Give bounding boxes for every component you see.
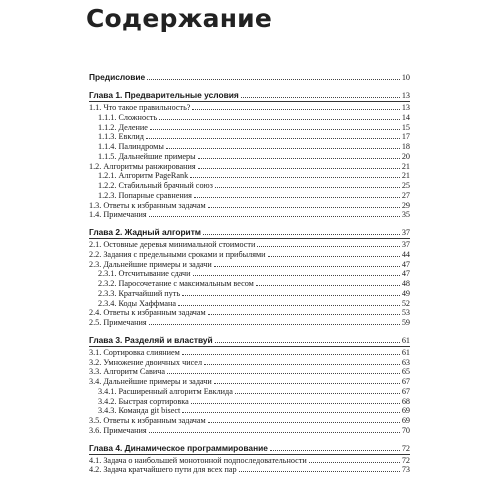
toc-entry-page-number: 15 <box>401 122 410 132</box>
dot-leader <box>167 373 400 374</box>
dot-leader <box>150 129 400 130</box>
chapter-spacer <box>89 220 410 227</box>
toc-entry <box>89 387 410 397</box>
toc-entry-page-number: 59 <box>401 318 410 327</box>
toc-entry-page-number: 63 <box>401 357 410 367</box>
dot-leader <box>194 197 400 198</box>
dot-leader <box>256 285 400 286</box>
dot-leader <box>214 266 400 267</box>
toc-entry-title: 2.2. Задания с предельными сроками и прибылями <box>89 249 266 259</box>
toc-entry-page-number: 37 <box>401 228 410 237</box>
dot-leader <box>147 79 400 80</box>
toc-entry-page-number: 17 <box>401 132 410 142</box>
toc-entry-page-number: 72 <box>401 455 410 465</box>
toc-entry <box>89 367 410 377</box>
toc-entry-page-number: 37 <box>401 240 410 249</box>
dot-leader <box>204 364 400 365</box>
toc-entry <box>89 456 410 466</box>
toc-entry-title: 3.3. Алгоритм Савича <box>89 367 165 377</box>
toc-entry-title: 3.4.1. Расширенный алгоритм Евклида <box>98 386 233 396</box>
dot-leader <box>166 148 400 149</box>
toc-entry <box>89 210 410 220</box>
dot-leader <box>268 256 400 257</box>
chapter-spacer <box>89 83 410 90</box>
toc-entry <box>89 299 410 309</box>
toc-entry-page-number: 65 <box>401 367 410 377</box>
toc-entry-page-number: 14 <box>401 112 410 122</box>
toc-entry-page-number: 21 <box>401 161 410 171</box>
chapter-spacer <box>89 328 410 335</box>
toc-entry-page-number: 13 <box>401 91 410 100</box>
toc-entry-page-number: 70 <box>401 425 410 435</box>
toc-chapter-entry <box>89 227 410 239</box>
toc-entry-title: Глава 2. Жадный алгоритм <box>89 227 202 237</box>
toc-entry <box>89 377 410 387</box>
toc-entry-page-number: 73 <box>401 465 410 475</box>
toc-chapter-entry <box>89 443 410 455</box>
dot-leader <box>182 412 400 413</box>
toc-entry-page-number: 18 <box>401 142 410 151</box>
toc-entry-title: 1.1.2. Деление <box>98 122 148 132</box>
toc-entry-page-number: 69 <box>401 406 410 416</box>
toc-entry-page-number: 47 <box>401 269 410 279</box>
toc-chapter-entry <box>89 72 410 83</box>
toc-entry <box>89 269 410 279</box>
toc-entry <box>89 162 410 172</box>
toc-entry-page-number: 10 <box>401 73 410 82</box>
toc-entry-title: 3.1. Сортировка слиянием <box>89 347 180 357</box>
toc-entry-page-number: 25 <box>401 181 410 190</box>
toc-entry-title: 3.6. Примечания <box>89 425 147 435</box>
toc-entry-page-number: 52 <box>401 298 410 308</box>
toc-entry-title: 2.1. Остовные деревья минимальной стоимости <box>89 240 256 249</box>
dot-leader <box>178 305 400 306</box>
toc-entry-title: 4.2. Задача кратчайшего пути для всех пар <box>89 465 237 475</box>
toc-entry-page-number: 20 <box>401 151 410 161</box>
toc-entry-title: 3.4. Дальнейшие примеры и задачи <box>89 377 212 386</box>
toc-entry <box>89 152 410 162</box>
toc-entry <box>89 406 410 416</box>
dot-leader <box>208 314 400 315</box>
toc-entry <box>89 279 410 289</box>
dot-leader <box>193 275 400 276</box>
toc-entry-page-number: 67 <box>401 377 410 386</box>
toc-entry <box>89 318 410 328</box>
toc-entry <box>89 397 410 407</box>
toc-entry <box>89 465 410 475</box>
dot-leader <box>215 342 400 343</box>
toc-entry-page-number: 68 <box>401 396 410 406</box>
toc-entry-title: 1.3. Ответы к избранным задачам <box>89 200 206 210</box>
toc-entry-title: 1.2.2. Стабильный брачный союз <box>98 181 213 190</box>
toc-chapter-entry <box>89 335 410 347</box>
dot-leader <box>208 207 400 208</box>
toc-entry-page-number: 61 <box>401 347 410 357</box>
toc-entry-title: 2.5. Примечания <box>89 318 147 327</box>
dot-leader <box>149 324 400 325</box>
toc-entry <box>89 426 410 436</box>
page-title: Содержание <box>86 4 273 33</box>
dot-leader <box>309 462 400 463</box>
toc-entry-page-number: 27 <box>401 190 410 200</box>
toc-entry <box>89 142 410 152</box>
dot-leader <box>190 177 400 178</box>
toc-entry <box>89 113 410 123</box>
dot-leader <box>149 432 400 433</box>
toc-entry-title: 3.2. Умножение двоичных чисел <box>89 357 203 367</box>
toc-entry-title: 1.4. Примечания <box>89 210 147 220</box>
toc-entry-title: 2.4. Ответы к избранным задачам <box>89 308 206 318</box>
dot-leader <box>149 216 400 217</box>
toc-chapter-entry <box>89 90 410 102</box>
toc-entry <box>89 123 410 133</box>
toc-entry <box>89 348 410 358</box>
toc-entry-title: 1.1. Что такое правильность? <box>89 103 191 112</box>
toc-entry-title: 2.3.4. Коды Хаффмана <box>98 298 176 308</box>
toc-entry <box>89 201 410 211</box>
chapter-spacer <box>89 436 410 443</box>
toc-entry-page-number: 72 <box>401 443 410 453</box>
dot-leader <box>198 158 400 159</box>
toc-entry <box>89 416 410 426</box>
dot-leader <box>159 119 400 120</box>
dot-leader <box>241 97 400 98</box>
toc-entry-title: 1.1.3. Евклид <box>98 132 144 142</box>
toc-entry-title: Предисловие <box>89 72 146 82</box>
toc-entry-page-number: 53 <box>401 308 410 318</box>
toc-entry-title: 2.3.1. Отсчитывание сдачи <box>98 269 191 279</box>
toc-entry-title: 2.3. Дальнейшие примеры и задачи <box>89 259 212 269</box>
toc-entry-page-number: 49 <box>401 288 410 298</box>
table-of-contents <box>89 72 410 475</box>
toc-entry-page-number: 29 <box>401 200 410 210</box>
dot-leader <box>182 354 400 355</box>
toc-entry-title: 3.4.3. Команда git bisect <box>98 406 181 416</box>
toc-entry <box>89 171 410 181</box>
toc-entry <box>89 103 410 113</box>
toc-entry-page-number: 21 <box>401 171 410 181</box>
toc-entry-page-number: 48 <box>401 279 410 288</box>
toc-entry-page-number: 35 <box>401 210 410 220</box>
toc-entry-title: 1.2.1. Алгоритм PageRank <box>98 171 189 181</box>
toc-entry <box>89 240 410 250</box>
toc-entry <box>89 181 410 191</box>
toc-entry <box>89 132 410 142</box>
dot-leader <box>208 422 400 423</box>
dot-leader <box>215 187 400 188</box>
dot-leader <box>203 234 400 235</box>
dot-leader <box>235 393 400 394</box>
toc-entry-title: 1.1.4. Палиндромы <box>98 142 164 151</box>
dot-leader <box>191 403 400 404</box>
toc-entry <box>89 358 410 368</box>
toc-entry-title: 2.3.3. Кратчайший путь <box>98 288 181 298</box>
toc-entry-page-number: 44 <box>401 249 410 259</box>
toc-entry <box>89 308 410 318</box>
dot-leader <box>192 109 399 110</box>
toc-entry-title: 4.1. Задача о наибольшей монотонной подпоследовательности <box>89 455 307 465</box>
dot-leader <box>146 138 400 139</box>
dot-leader <box>257 246 399 247</box>
toc-entry-title: 1.1.1. Сложность <box>98 112 158 122</box>
toc-entry-page-number: 13 <box>401 103 410 112</box>
toc-entry <box>89 191 410 201</box>
toc-entry-page-number: 47 <box>401 259 410 269</box>
toc-entry <box>89 289 410 299</box>
toc-entry-title: Глава 3. Разделяй и властвуй <box>89 334 213 345</box>
dot-leader <box>239 471 400 472</box>
toc-entry-page-number: 61 <box>401 335 410 345</box>
toc-entry-title: 2.3.2. Паросочетание с максимальным весом <box>98 279 254 288</box>
toc-entry <box>89 260 410 270</box>
dot-leader <box>214 383 400 384</box>
dot-leader <box>198 168 400 169</box>
toc-entry-title: Глава 1. Предварительные условия <box>89 90 239 100</box>
toc-entry-title: 1.2. Алгоритмы ранжирования <box>89 161 196 171</box>
toc-entry-title: 3.4.2. Быстрая сортировка <box>98 396 189 406</box>
toc-entry-title: 3.5. Ответы к избранным задачам <box>89 416 206 425</box>
toc-entry-title: 1.2.3. Попарные сравнения <box>98 190 192 200</box>
toc-entry <box>89 250 410 260</box>
toc-entry-title: Глава 4. Динамическое программирование <box>89 442 268 453</box>
toc-entry-page-number: 69 <box>401 416 410 425</box>
dot-leader <box>270 450 400 451</box>
dot-leader <box>182 295 400 296</box>
toc-entry-title: 1.1.5. Дальнейшие примеры <box>98 151 196 161</box>
toc-entry-page-number: 67 <box>401 386 410 396</box>
